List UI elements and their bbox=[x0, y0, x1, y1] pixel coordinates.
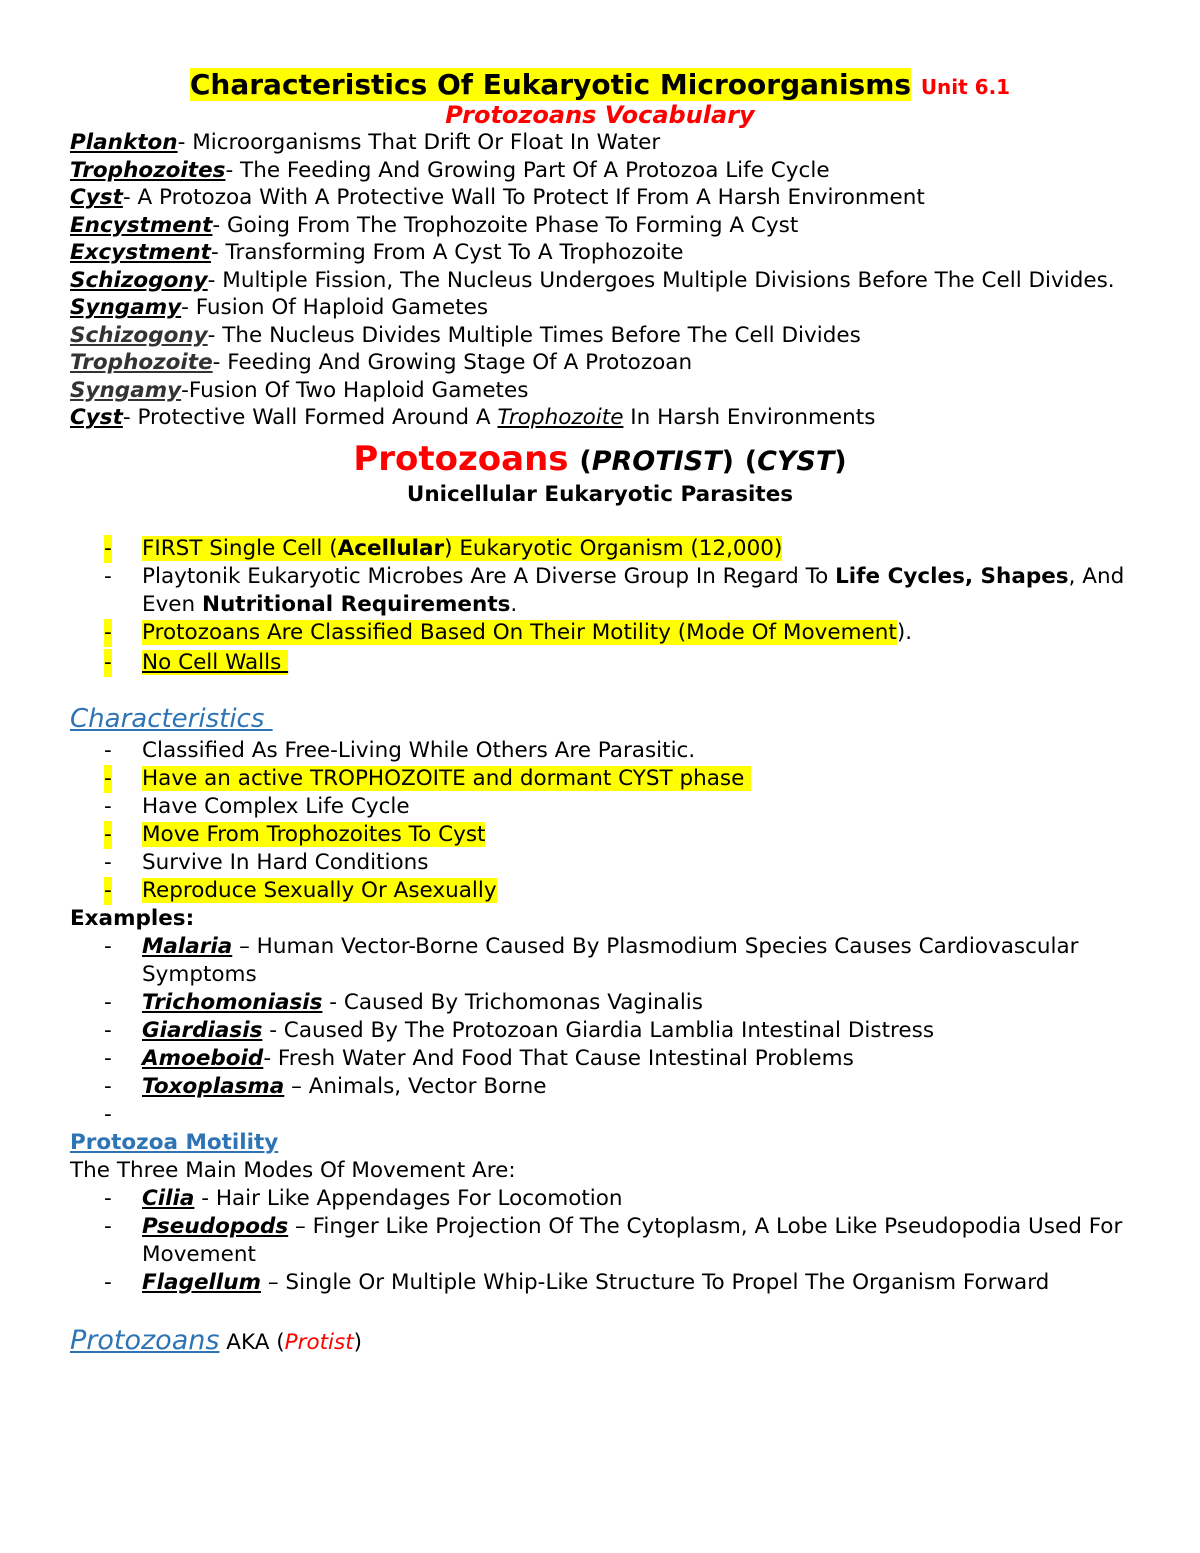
protozoans-subheading: Unicellular Eukaryotic Parasites bbox=[406, 482, 794, 508]
vocab-row bbox=[70, 349, 1130, 377]
text-span: . bbox=[510, 592, 518, 618]
text-span: FIRST Single Cell ( bbox=[142, 536, 338, 562]
vocab-definition: - Feeding And Growing Stage Of A Protozoan bbox=[212, 350, 693, 376]
list-item bbox=[70, 1101, 1130, 1129]
intro-list bbox=[70, 535, 1130, 677]
list-item bbox=[70, 849, 1130, 877]
vocab-row bbox=[70, 377, 1130, 405]
vocab-definition: - Going From The Trophozoite Phase To Forming A Cyst bbox=[212, 212, 799, 238]
vocab-definition: - A Protozoa With A Protective Wall To Protect If From A Harsh Environment bbox=[122, 185, 925, 211]
motility-term: Pseudopods bbox=[142, 1213, 289, 1239]
list-item bbox=[70, 1045, 1130, 1073]
dash-marker: - bbox=[104, 765, 112, 791]
vocab-row bbox=[70, 322, 1130, 350]
example-definition: – Animals, Vector Borne bbox=[284, 1073, 547, 1099]
list-item bbox=[70, 619, 1130, 647]
dash-marker: - bbox=[104, 737, 112, 763]
dash-marker: - bbox=[104, 933, 112, 959]
motility-definition: – Single Or Multiple Whip-Like Structure To Propel The Organism Forward bbox=[261, 1269, 1050, 1295]
list-item bbox=[70, 535, 1130, 563]
intro-item-3-end: ). bbox=[896, 620, 913, 646]
vocab-definition-italic: Trophozoite bbox=[497, 405, 624, 431]
list-item bbox=[70, 737, 1130, 765]
vocab-row bbox=[70, 239, 1130, 267]
vocab-definition: - Microorganisms That Drift Or Float In Water bbox=[177, 130, 661, 156]
dash-marker: - bbox=[104, 1185, 112, 1211]
vocab-term: Plankton bbox=[70, 130, 178, 156]
vocab-definition: - The Nucleus Divides Multiple Times Before The Cell Divides bbox=[207, 322, 861, 348]
dash-marker: - bbox=[104, 650, 112, 676]
bold-span: Life Cycles, Shapes bbox=[835, 564, 1069, 590]
characteristic-text: Have Complex Life Cycle bbox=[142, 793, 410, 819]
example-definition: – Human Vector-Borne Caused By Plasmodium Species Causes Cardiovascular Symptoms bbox=[142, 933, 1079, 987]
list-item bbox=[70, 1213, 1130, 1269]
vocab-definition: In Harsh Environments bbox=[623, 405, 876, 431]
motility-heading: Protozoa Motility bbox=[70, 1129, 279, 1155]
vocab-row bbox=[70, 157, 1130, 185]
dash-marker: - bbox=[104, 564, 112, 590]
vocab-term: Excystment bbox=[70, 240, 211, 266]
example-term: Malaria bbox=[142, 933, 233, 959]
document-page bbox=[70, 68, 1130, 1358]
list-item bbox=[70, 877, 1130, 905]
vocab-term: Schizogony bbox=[70, 322, 208, 348]
vocab-row bbox=[70, 404, 1130, 432]
vocab-definition: - Fusion Of Haploid Gametes bbox=[181, 295, 489, 321]
list-item bbox=[70, 1269, 1130, 1297]
protist-label: PROTIST bbox=[591, 445, 722, 477]
protist-paren: (PROTIST) bbox=[579, 445, 734, 477]
footer-close: ) bbox=[353, 1329, 363, 1355]
footer-aka: AKA ( bbox=[219, 1329, 285, 1355]
dash-marker: - bbox=[104, 793, 112, 819]
example-definition: - Caused By Trichomonas Vaginalis bbox=[322, 989, 703, 1015]
vocab-term: Encystment bbox=[70, 212, 213, 238]
example-term: Trichomoniasis bbox=[142, 989, 323, 1015]
vocab-definition: - Transforming From A Cyst To A Trophozoite bbox=[210, 240, 684, 266]
motility-term: Cilia bbox=[142, 1185, 195, 1211]
intro-item-1 bbox=[142, 536, 782, 561]
vocab-term: Trophozoite bbox=[70, 350, 213, 376]
vocab-row bbox=[70, 212, 1130, 240]
vocab-term: Cyst bbox=[70, 185, 123, 211]
list-item bbox=[70, 989, 1130, 1017]
example-term: Toxoplasma bbox=[142, 1073, 285, 1099]
footer-protozoans: Protozoans bbox=[70, 1324, 220, 1356]
protozoans-heading bbox=[70, 438, 1130, 481]
characteristic-text: Reproduce Sexually Or Asexually bbox=[142, 877, 497, 903]
vocab-row bbox=[70, 267, 1130, 295]
vocab-row bbox=[70, 294, 1130, 322]
vocab-term: Trophozoites bbox=[70, 157, 226, 183]
vocabulary-list bbox=[70, 129, 1130, 432]
motility-term: Flagellum bbox=[142, 1269, 261, 1295]
dash-marker: - bbox=[104, 821, 112, 847]
dash-marker: - bbox=[104, 849, 112, 875]
dash-marker: - bbox=[104, 1045, 112, 1071]
list-item bbox=[70, 793, 1130, 821]
dash-marker: - bbox=[104, 536, 112, 562]
dash-marker: - bbox=[104, 1017, 112, 1043]
protozoans-heading-main: Protozoans bbox=[353, 438, 569, 479]
dash-marker: - bbox=[104, 1213, 112, 1239]
text-span: Playtonik Eukaryotic Microbes Are A Diverse Group In Regard To bbox=[142, 564, 836, 590]
list-item bbox=[70, 821, 1130, 849]
cyst-paren: (CYST) bbox=[744, 445, 847, 477]
motility-list bbox=[70, 1185, 1130, 1297]
list-item bbox=[70, 1185, 1130, 1213]
examples-list bbox=[70, 933, 1130, 1129]
example-term: Giardiasis bbox=[142, 1017, 263, 1043]
intro-item-3: Protozoans Are Classified Based On Their Motility (Mode Of Movement bbox=[142, 620, 897, 646]
intro-item-4: No Cell Walls bbox=[142, 650, 289, 676]
vocab-definition: -Fusion Of Two Haploid Gametes bbox=[181, 377, 529, 403]
characteristic-text: Survive In Hard Conditions bbox=[142, 849, 429, 875]
vocab-definition: - Protective Wall Formed Around A bbox=[122, 405, 498, 431]
vocab-row bbox=[70, 184, 1130, 212]
dash-marker: - bbox=[104, 989, 112, 1015]
list-item bbox=[70, 649, 1130, 677]
bold-span: Nutritional Requirements bbox=[202, 592, 511, 618]
cyst-label: CYST bbox=[757, 445, 835, 477]
unit-label: Unit 6.1 bbox=[920, 75, 1011, 99]
example-definition: - Fresh Water And Food That Cause Intestinal Problems bbox=[263, 1045, 854, 1071]
characteristic-text: Move From Trophozoites To Cyst bbox=[142, 821, 486, 847]
vocabulary-subtitle: Protozoans Vocabulary bbox=[445, 100, 755, 129]
text-span: , And Even bbox=[142, 564, 1125, 618]
footer-protist: Protist bbox=[284, 1329, 354, 1355]
dash-marker: - bbox=[104, 1073, 112, 1099]
vocab-row bbox=[70, 129, 1130, 157]
list-item bbox=[70, 933, 1130, 989]
dash-marker: - bbox=[104, 620, 112, 646]
characteristics-heading: Characteristics bbox=[70, 704, 273, 735]
vocab-definition: - The Feeding And Growing Part Of A Protozoa Life Cycle bbox=[225, 157, 830, 183]
document-title: Characteristics Of Eukaryotic Microorganisms bbox=[189, 68, 912, 101]
vocab-term: Cyst bbox=[70, 405, 123, 431]
example-definition: - Caused By The Protozoan Giardia Lamblia Intestinal Distress bbox=[262, 1017, 935, 1043]
dash-marker: - bbox=[104, 877, 112, 903]
list-item bbox=[70, 1017, 1130, 1045]
examples-heading: Examples: bbox=[70, 905, 195, 931]
motility-definition: - Hair Like Appendages For Locomotion bbox=[194, 1185, 623, 1211]
footer-line bbox=[70, 1323, 1130, 1358]
characteristic-text: Classified As Free-Living While Others Are Parasitic. bbox=[142, 737, 696, 763]
vocab-term: Schizogony bbox=[70, 267, 208, 293]
characteristic-text: Have an active TROPHOZOITE and dormant CYST phase bbox=[142, 765, 752, 791]
vocab-definition: - Multiple Fission, The Nucleus Undergoes Multiple Divisions Before The Cell Divides. bbox=[207, 267, 1115, 293]
motility-definition: – Finger Like Projection Of The Cytoplasm, A Lobe Like Pseudopodia Used For Movement bbox=[142, 1213, 1123, 1267]
characteristics-list bbox=[70, 737, 1130, 905]
intro-item-2 bbox=[142, 564, 1124, 617]
text-span: ) Eukaryotic Organism (12,000) bbox=[444, 536, 783, 562]
vocab-term: Syngamy bbox=[70, 377, 182, 403]
list-item bbox=[70, 563, 1130, 619]
vocab-term: Syngamy bbox=[70, 295, 182, 321]
list-item bbox=[70, 1073, 1130, 1101]
dash-marker: - bbox=[104, 1101, 112, 1127]
example-term: Amoeboid bbox=[142, 1045, 264, 1071]
bold-span: Acellular bbox=[337, 536, 445, 562]
motility-intro: The Three Main Modes Of Movement Are: bbox=[70, 1157, 516, 1183]
document-title-line bbox=[70, 68, 1130, 102]
dash-marker: - bbox=[104, 1269, 112, 1295]
list-item bbox=[70, 765, 1130, 793]
